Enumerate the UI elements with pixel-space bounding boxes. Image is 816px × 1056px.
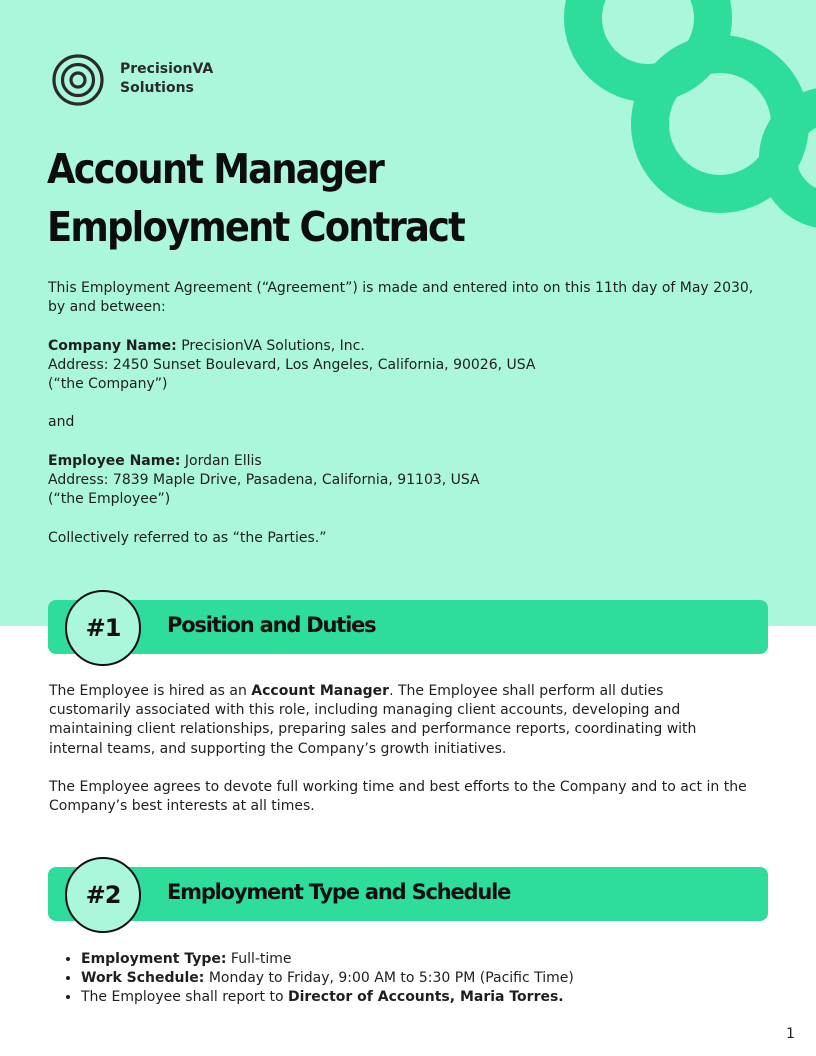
- company-alias: (“the Company”): [48, 376, 168, 392]
- section-1-p1-role: Account Manager: [251, 683, 390, 699]
- section-1-body: [49, 682, 749, 816]
- and-text: and: [48, 414, 75, 431]
- brand-name: [120, 60, 213, 98]
- employee-alias: (“the Employee”): [48, 491, 171, 508]
- brand-name-line1: PrecisionVA: [120, 61, 214, 77]
- section-1-title: Position and Duties: [167, 613, 376, 637]
- section-1-paragraph-1: [49, 682, 749, 759]
- section-2-title: Employment Type and Schedule: [167, 880, 511, 904]
- section-1-bar: [48, 600, 768, 654]
- employee-name-value: Jordan Ellis: [184, 452, 262, 469]
- employee-name-label: Employee Name:: [48, 452, 181, 469]
- intro-block: [48, 279, 768, 548]
- list-item-emphasis: Director of Accounts, Maria Torres.: [287, 989, 564, 1006]
- section-2-list: [49, 950, 574, 1008]
- list-item-label: Work Schedule:: [81, 970, 205, 987]
- company-name-value: PrecisionVA Solutions, Inc.: [181, 337, 365, 354]
- list-item-text: The Employee shall report to: [81, 989, 288, 1006]
- concentric-circles-logo-icon: [50, 52, 106, 108]
- company-name-label: Company Name:: [48, 337, 177, 354]
- page-title-line1: Account Manager: [47, 145, 383, 193]
- company-address: Address: 2450 Sunset Boulevard, Los Angeles, California, 90026, USA: [48, 356, 536, 373]
- page-title: [47, 140, 464, 256]
- brand-name-line2: Solutions: [120, 80, 194, 96]
- page-title-line2: Employment Contract: [47, 203, 464, 251]
- list-item: [81, 950, 574, 969]
- section-1-p1-rest: . The Employee shall perform all duties customarily associated with this role, including managing client accounts, developing and maintaining client relationships, preparing sales and performance reports, coordinating with internal teams, and supporting the Company’s growth initiatives.: [49, 683, 697, 757]
- list-item-value: Monday to Friday, 9:00 AM to 5:30 PM (Pacific Time): [204, 970, 574, 987]
- agreement-statement: This Employment Agreement (“Agreement”) is made and entered into on this 11th day of May 2030, by and between:: [48, 280, 754, 316]
- company-name-line: [48, 337, 768, 356]
- section-1-number: #1: [65, 590, 141, 666]
- section-1-paragraph-2: The Employee agrees to devote full working time and best efforts to the Company and to act in the Company’s best interests at all times.: [49, 779, 747, 815]
- list-item-value: Full-time: [226, 951, 292, 967]
- page-number: 1: [786, 1026, 795, 1042]
- list-item: [81, 988, 574, 1007]
- list-item: [81, 969, 574, 988]
- section-1-p1-text: The Employee is hired as an: [49, 683, 252, 699]
- employee-name-line: [48, 452, 768, 471]
- employee-address: Address: 7839 Maple Drive, Pasadena, California, 91103, USA: [48, 471, 480, 488]
- collective-reference: Collectively referred to as “the Parties.”: [48, 529, 327, 546]
- list-item-label: Employment Type:: [81, 951, 227, 967]
- section-2-number: #2: [65, 857, 141, 933]
